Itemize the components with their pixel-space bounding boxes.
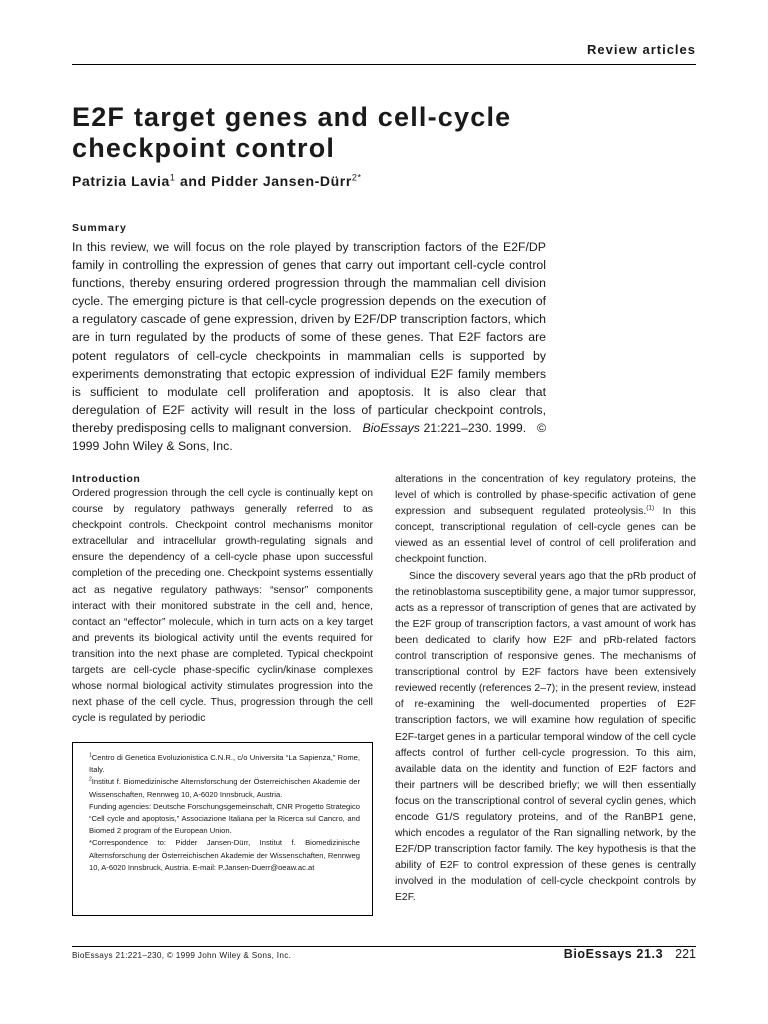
- reference-mark: (1): [646, 504, 655, 512]
- affiliation-footnote-box: [72, 742, 373, 916]
- left-column: [72, 472, 373, 727]
- introduction-paragraph: Ordered progression through the cell cycle is continually kept on course by regulatory pathways generally referred to as checkpoint controls. Checkpoint control mechanisms monitor extracellular and intracellular growth-regulating signals and ensure the dependency of a cell-cycle phase upon successful completion of the preceding one. Checkpoint systems essentially act as negative regulatory pathways: “sensor” components interact with their monitored substrate in the cell and, hence, contact an “effector” molecule, which in turn acts on a key target and prevents its biological activity until the events required for transition into the next phase are completed. Typical checkpoint targets are cell-cycle phase-specific cyclin/kinase complexes whose normal biological activity stimulates progression into the next phase of the cell cycle. Thus, progression through the cell cycle is regulated by periodic: [72, 488, 373, 725]
- header-rule: [72, 64, 696, 65]
- introduction-paragraph-continued: alterations in the concentration of key regulatory proteins, the level of which is controlled by phase-specific activation of gene expression and subsequent regulated proteolysis.$^{(1)}$ In this concept, transcriptional regulation of cell-cycle genes can be viewed as an essential level of control of cell proliferation and checkpoint function.: [395, 474, 696, 566]
- footnote-mark: 1: [89, 752, 92, 759]
- footer-citation: BioEssays 21:221–230, © 1999 John Wiley & Sons, Inc.: [72, 951, 292, 960]
- author-line: [72, 173, 362, 189]
- section-label: Review articles: [587, 42, 696, 57]
- summary-heading: Summary: [72, 222, 127, 234]
- footer-journal: BioEssays 21.3: [563, 947, 664, 961]
- author-conjunction: and: [175, 173, 212, 189]
- author-name: Patrizia Lavia: [72, 173, 170, 189]
- summary-journal-ref: BioEssays: [362, 420, 420, 435]
- summary-copyright: © 1999 John Wiley & Sons, Inc.: [72, 420, 547, 454]
- author-affiliation-mark: 2*: [351, 172, 362, 183]
- summary-paragraph: [72, 238, 546, 455]
- footnote-mark: 2: [89, 776, 92, 783]
- introduction-paragraph: Since the discovery several years ago that the pRb product of the retinoblastoma susceptibility gene, a major tumor suppressor, acts as a repressor of transcription of genes that are activated by the E2F group of transcription factors, a vast amount of work has been dedicated to clarify how E2F and pRb-related factors control transcription of responsive genes. The mechanisms of transcriptional control by E2F factors have been extensively reviewed recently (references 2–7); in the present review, instead of re-examining the well-documented properties of E2F transcription factors, we will examine how regulation of specific E2F-target genes in a particular temporal window of the cell cycle affects control of further cell-cycle progression. To this aim, available data on the identity and function of E2F factors and their partners will be described briefly; we will then essentially focus on the transcriptional control of several cyclin genes, which encode G1/S regulatory proteins, and of the RanBP1 gene, which encodes a regulator of the Ran signalling network, by the E2F/DP transcription factor family. The key hypothesis is that the ability of E2F to control expression of these genes is centrally involved in the modulation of cell-cycle checkpoint controls by E2F.: [395, 570, 696, 904]
- author-affiliation-mark: 1: [169, 172, 176, 183]
- article-title: E2F target genes and cell-cycle checkpoint control: [72, 102, 512, 163]
- summary-text: In this review, we will focus on the role played by transcription factors of the E2F/DP family in controlling the expression of genes that carry out important cell-cycle control functions, thereby ensuring ordered progression through the mammalian cell division cycle. The emerging picture is that cell-cycle progression depends on the execution of a regulatory cascade of gene expression, driven by E2F/DP transcription factors, which are in turn regulated by the products of some of these genes. That E2F factors are potent regulators of cell-cycle checkpoints in mammalian cells is supported by experiments demonstrating that ectopic expression of individual E2F family members is sufficient to modulate cell proliferation and apoptosis. It is also clear that deregulation of E2F activity will result in the loss of particular checkpoint controls, thereby predisposing cells to malignant conversion.: [72, 240, 546, 435]
- author-name: Pidder Jansen-Dürr: [211, 173, 352, 189]
- page-number: 221: [675, 947, 696, 961]
- introduction-heading: Introduction: [72, 473, 141, 485]
- summary-citation: 21:221–230. 1999.: [419, 420, 527, 435]
- right-column: [395, 472, 696, 907]
- footnote-correspondence: *Correspondence to: Pidder Jansen-Dürr, Institut f. Biomedizinische Alternsforschung der Österreichischen Akademie der Wissenschaften, Rennweg 10, A-6020 Innsbruck, Austria. E-mail: P.Jansen-Duerr@oeaw.ac.at: [89, 838, 360, 872]
- footnote-affiliation-2: $^2$Institut f. Biomedizinische Alternsforschung der Österreichischen Akademie der Wissenschaften, Rennweg 10, A-6020 Innsbruck, Austria.: [89, 776, 360, 799]
- footer-journal-info: [564, 947, 696, 961]
- footnote-affiliation-1: $^1$Centro di Genetica Evoluzionistica C.N.R., c/o Universita “La Sapienza,” Rome, Italy.: [89, 752, 360, 775]
- footnote-funding: Funding agencies: Deutsche Forschungsgemeinschaft, CNR Progetto Strategico “Cell cycle and apoptosis,” Associazione Italiana per la Ricerca sul Cancro, and Biomed 2 program of the European Union.: [89, 801, 360, 836]
